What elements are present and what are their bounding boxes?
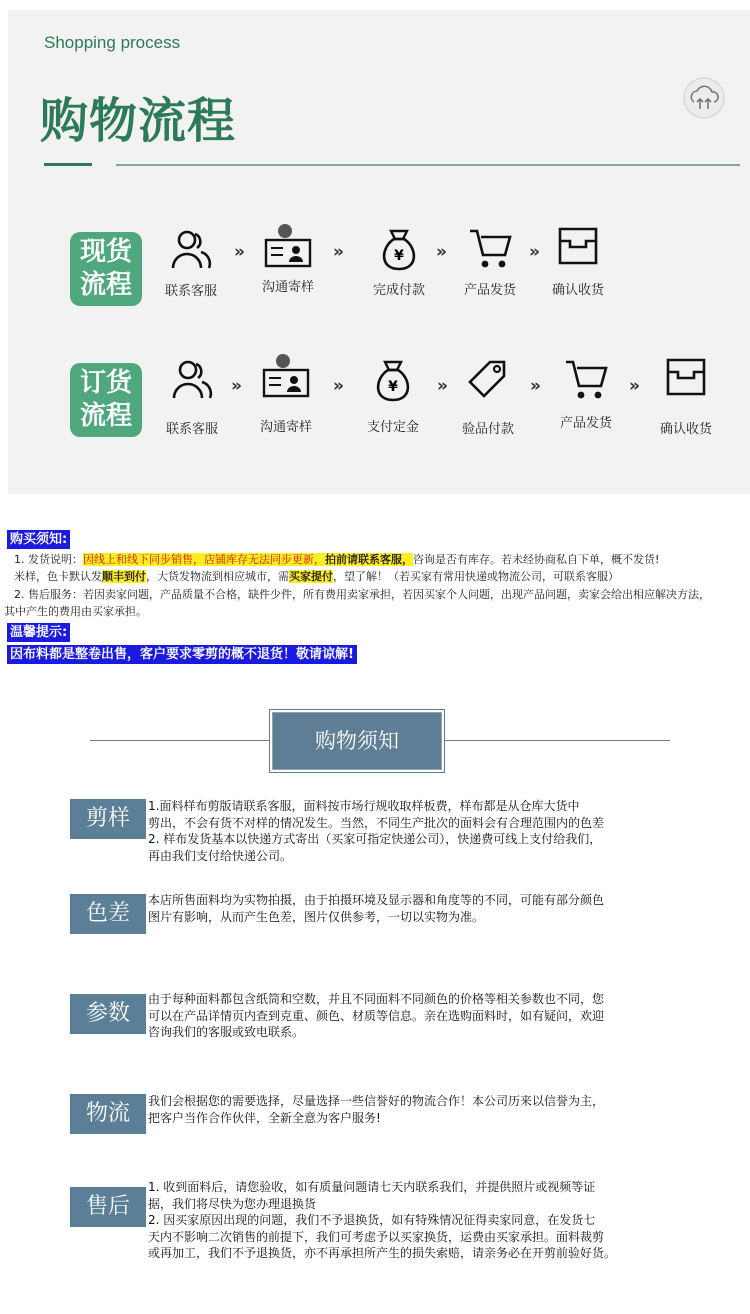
title-divider: [116, 164, 740, 166]
note-line: 本店所售面料均为实物拍摄，由于拍摄环境及显示器和角度等的不同，可能有部分颜色: [148, 893, 605, 907]
step-label: 确认收货: [659, 422, 712, 437]
shopping-cart-icon: [467, 225, 513, 271]
notice-text: ，望了解！（若买家有常用快递或物流公司，可联系客服）: [333, 570, 619, 583]
note-line: 由于每种面料都包含纸筒和空数，并且不同面料不同颜色的价格等相关参数也不同，您: [148, 992, 605, 1006]
chevron-right-icon: »: [437, 376, 448, 396]
note-line: 1.面料样布剪版请联系客服，面料按市场行规收取样板费，样布都是从仓库大货中: [148, 799, 580, 813]
notice-text: 米样，色卡默认发: [14, 570, 102, 583]
chevron-right-icon: »: [234, 242, 245, 262]
note-parameters: [148, 991, 653, 1041]
notice-line-cost: 其中产生的费用由买家承担。: [4, 605, 147, 618]
tip-text: 因布料都是整卷出售，客户要求零剪的概不退货！敬请谅解!: [7, 645, 357, 664]
note-line: 咨询我们的客服或致电联系。: [148, 1025, 305, 1039]
tag-parameters: 参数: [70, 994, 146, 1034]
chevron-right-icon: »: [530, 376, 541, 396]
step-confirm-receipt: [528, 225, 628, 298]
title-underline-accent: [44, 163, 92, 166]
notice-heading: 购买须知:: [7, 530, 70, 549]
svg-text:¥: ¥: [388, 379, 398, 395]
inbox-icon: [556, 225, 600, 267]
id-card-icon: [261, 352, 311, 400]
inbox-icon: [664, 356, 708, 398]
tag-after-sales: 售后: [70, 1187, 146, 1227]
note-line: 2. 因买家原因出现的问题，我们不予退换货，如有特殊情况征得卖家同意，在发货七: [148, 1213, 596, 1227]
money-bag-icon: [377, 225, 421, 271]
svg-text:¥: ¥: [394, 248, 404, 264]
note-logistics: [148, 1093, 653, 1126]
step-label: 产品发货: [559, 416, 612, 431]
badge-line: 流程: [79, 401, 132, 431]
cloud-upload-icon: [682, 76, 726, 120]
step-sample: [236, 352, 336, 435]
step-deposit: [343, 356, 443, 435]
stock-process-badge: [70, 232, 142, 306]
note-line: 图片有影响，从而产生色差，图片仅供参考，一切以实物为准。: [148, 909, 485, 924]
chevron-right-icon: »: [529, 242, 540, 262]
step-label: 沟通寄样: [261, 280, 314, 295]
tip-heading: 温馨提示:: [7, 623, 70, 642]
notice-highlight: 因线上和线下同步销售，店铺库存无法同步更新，: [83, 553, 325, 566]
notes-header: 购物须知: [272, 712, 442, 770]
badge-line: 现货: [79, 237, 132, 267]
tag-sample: 剪样: [70, 799, 146, 839]
notice-line-sample: [14, 569, 619, 585]
tag-logistics: 物流: [70, 1094, 146, 1134]
note-line: 天内不影响二次销售的前提下，我们可考虑予以买家换货，运费由买家承担。面料裁剪: [148, 1229, 605, 1244]
notice-highlight: 顺丰到付: [102, 570, 146, 583]
step-label: 验品付款: [461, 422, 514, 437]
step-contact-service: [141, 228, 241, 299]
note-line: 或再加工，我们不予退换货，亦不再承担所产生的损失索赔，请亲务必在开剪前验好货。: [148, 1246, 617, 1260]
notice-text: ，大货发物流到相应城市，需: [146, 570, 289, 583]
note-after-sales: [148, 1179, 653, 1262]
note-line: 再由我们支付给快递公司。: [148, 848, 293, 863]
note-line: 把客户当作合作伙伴，全新全意为客户服务!: [148, 1110, 381, 1125]
chevron-right-icon: »: [436, 242, 447, 262]
price-tag-icon: [466, 358, 510, 402]
notice-highlight: 拍前请联系客服，: [325, 553, 413, 566]
people-icon: [169, 228, 213, 270]
notice-text: 咨询是否有库存。若未经协商私自下单，概不发货!: [413, 553, 660, 566]
process-title: 购物流程: [40, 93, 237, 149]
notice-highlight: 买家提付: [289, 570, 333, 583]
step-label: 确认收货: [551, 283, 604, 298]
step-label: 支付定金: [366, 420, 419, 435]
step-shipping: [536, 356, 636, 431]
people-icon: [170, 358, 214, 400]
tag-color-difference: 色差: [70, 894, 146, 934]
step-shipping: [440, 225, 540, 298]
id-card-icon: [263, 222, 313, 270]
money-bag-icon: [371, 356, 415, 402]
process-subtitle: Shopping process: [44, 33, 181, 52]
step-label: 沟通寄样: [259, 420, 312, 435]
note-line: 1. 收到面料后，请您验收，如有质量问题请七天内联系我们，并提供照片或视频等证: [148, 1180, 596, 1194]
step-inspect-pay: [438, 358, 538, 437]
note-color-difference: [148, 892, 653, 925]
shopping-cart-icon: [563, 356, 609, 402]
step-contact-service: [142, 358, 242, 437]
step-label: 产品发货: [463, 283, 516, 298]
badge-line: 流程: [79, 270, 132, 300]
notice-line-shipping: [14, 552, 659, 568]
step-payment: [349, 225, 449, 298]
step-sample: [238, 222, 338, 295]
note-line: 我们会根据您的需要选择，尽量选择一些信誉好的物流合作！本公司历来以信誉为主，: [148, 1094, 605, 1108]
order-process-badge: [70, 363, 142, 437]
badge-line: 订货: [79, 368, 132, 398]
chevron-right-icon: »: [333, 242, 344, 262]
step-label: 完成付款: [372, 283, 425, 298]
note-sample: [148, 798, 653, 864]
note-line: 剪出，不会有货不对样的情况发生。当然，不同生产批次的面料会有合理范围内的色差: [148, 815, 605, 830]
step-label: 联系客服: [165, 422, 218, 437]
notice-line-aftersale: 2. 售后服务：若因卖家问题，产品质量不合格，缺件少件，所有费用卖家承担，若因买家个人问题，出现产品问题，卖家会给出相应解决方法，: [14, 588, 710, 601]
note-line: 2. 样布发货基本以快递方式寄出（买家可指定快递公司），快递费可线上支付给我们，: [148, 832, 602, 846]
chevron-right-icon: »: [231, 376, 242, 396]
chevron-right-icon: »: [333, 376, 344, 396]
step-label: 联系客服: [164, 284, 217, 299]
chevron-right-icon: »: [629, 376, 640, 396]
note-line: 据，我们将尽快为您办理退换货: [148, 1196, 317, 1211]
note-line: 可以在产品详情页内查到克重、颜色、材质等信息。亲在选购面料时，如有疑问，欢迎: [148, 1008, 605, 1023]
step-confirm-receipt: [636, 356, 736, 437]
notice-text: 1. 发货说明：: [14, 553, 83, 566]
